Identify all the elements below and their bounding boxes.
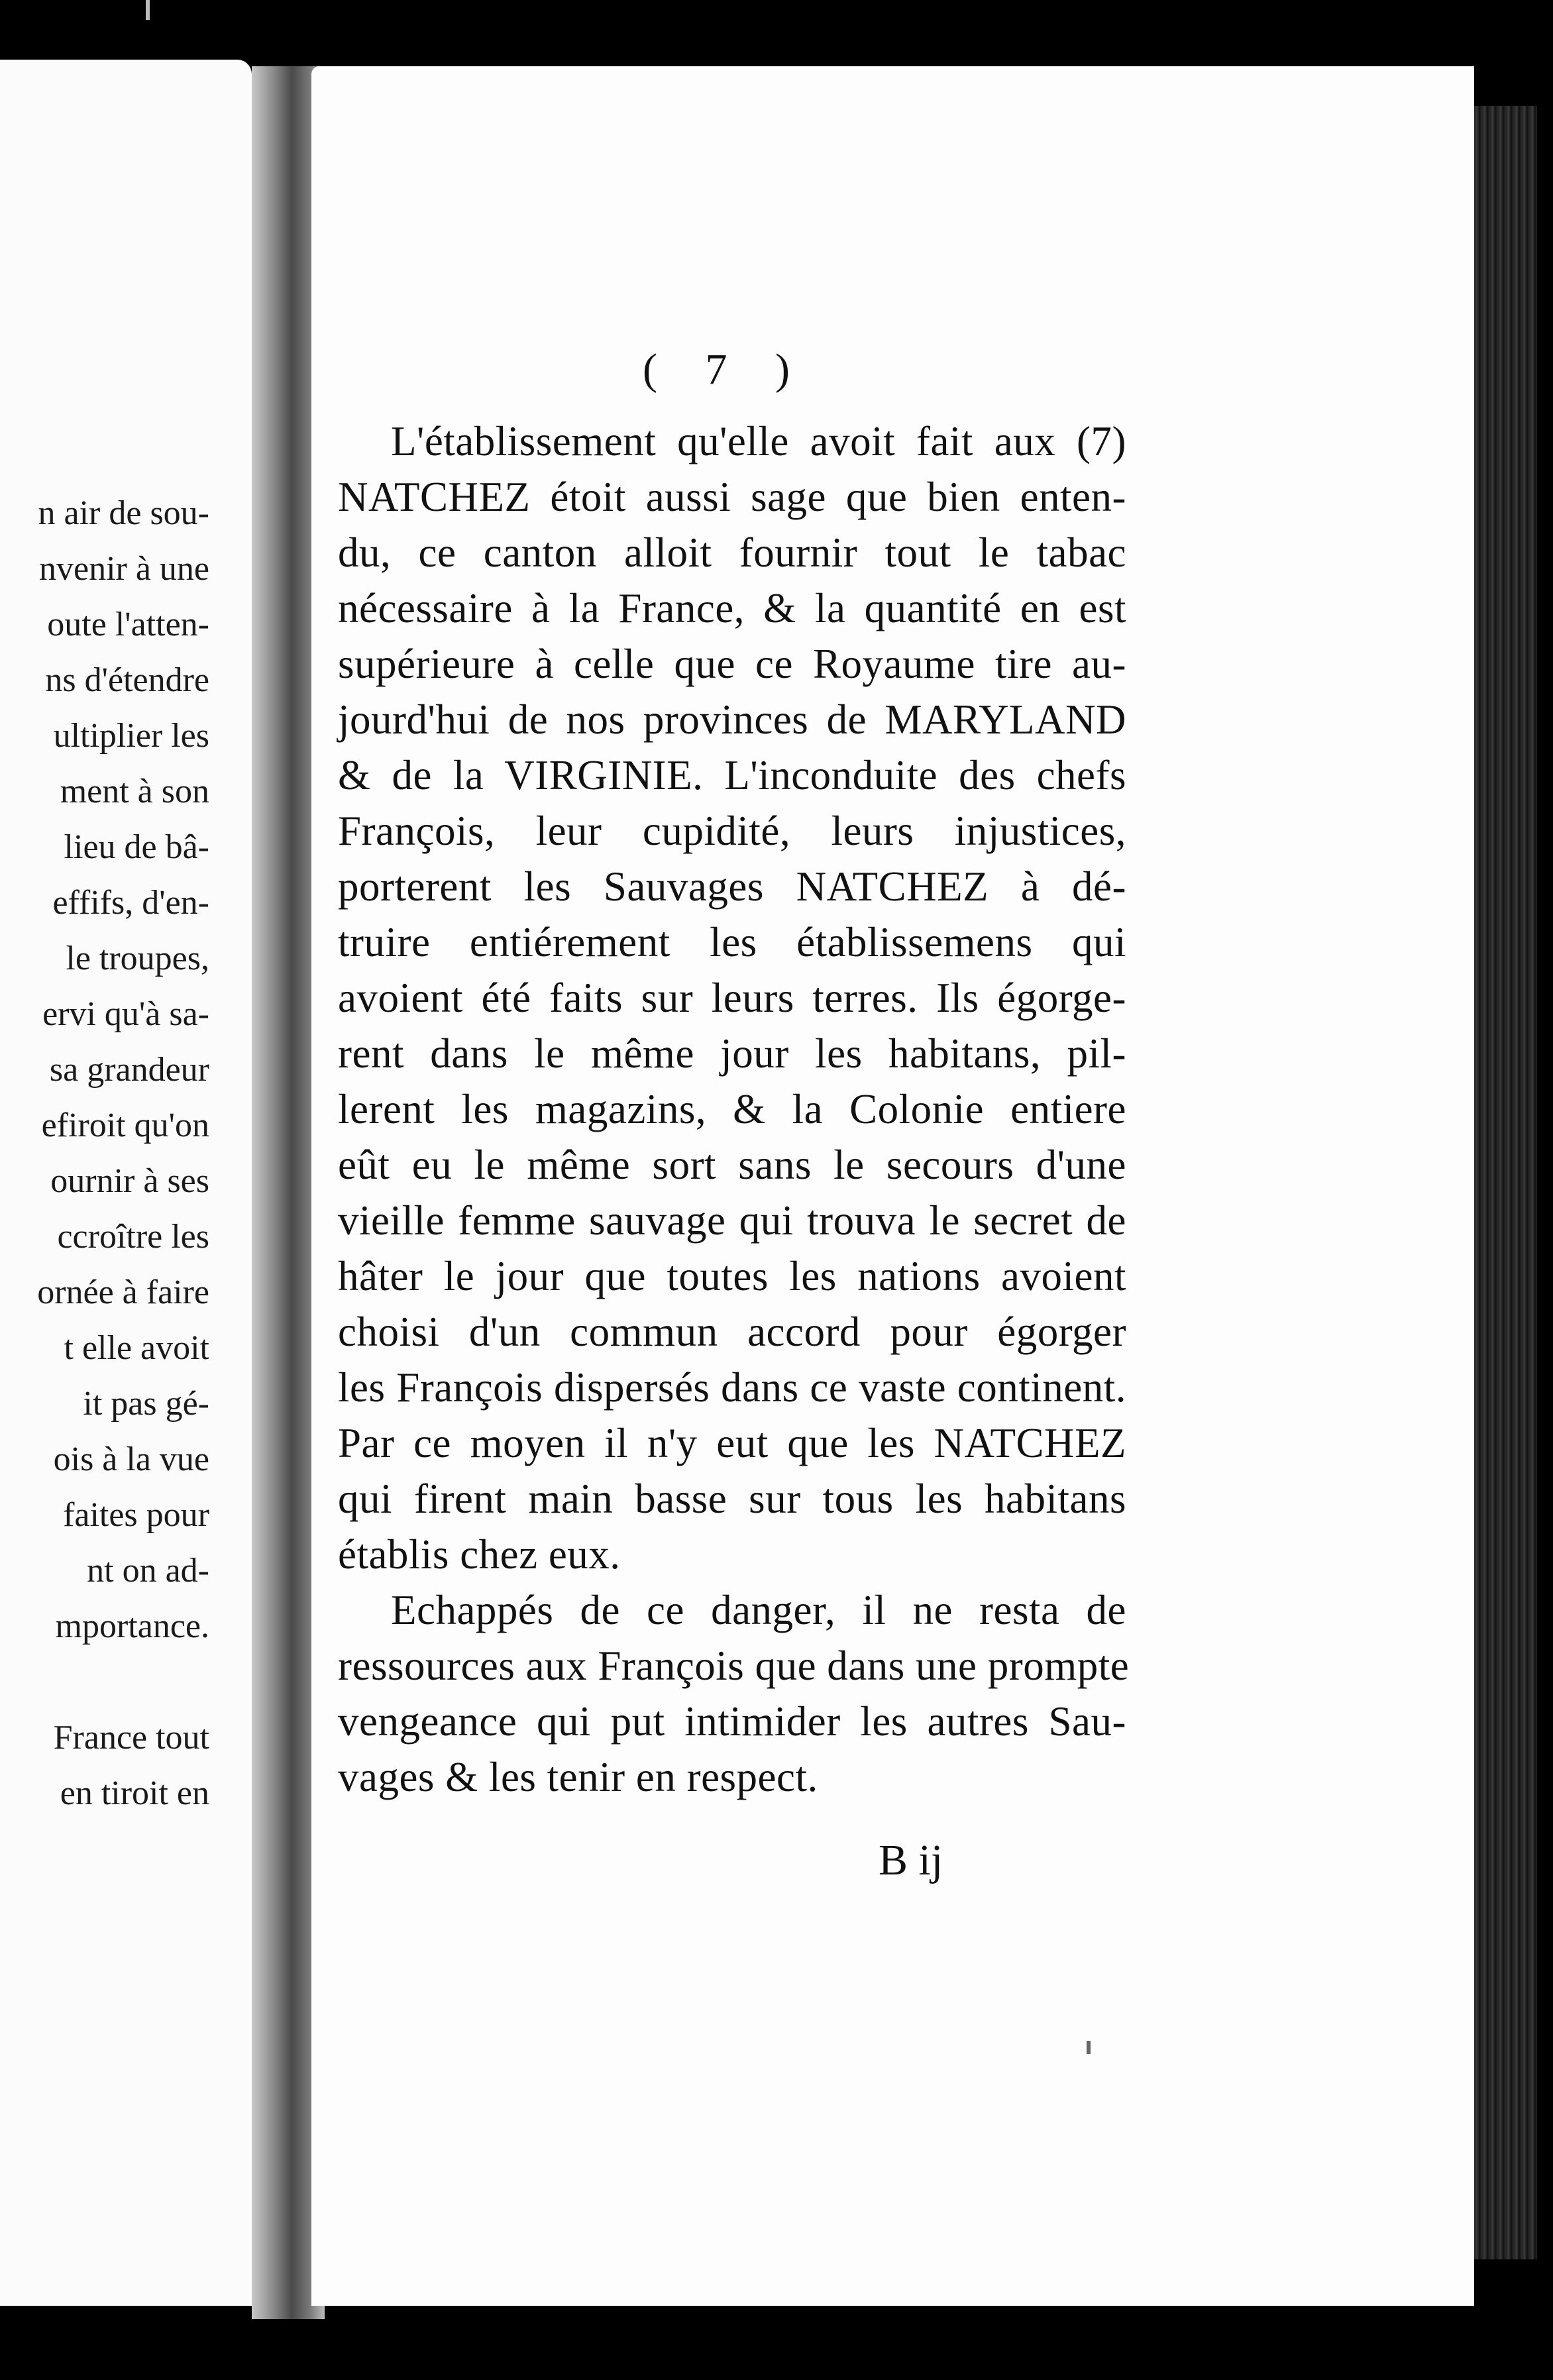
text-line: qui firent main basse sur tous les habitans <box>338 1476 1126 1522</box>
left-line: faites pour <box>63 1496 209 1534</box>
left-line: it pas gé- <box>83 1385 209 1423</box>
left-line: t elle avoit <box>64 1329 209 1367</box>
text-line: jourd'hui de nos provinces de MARYLAND <box>338 696 1126 743</box>
left-line: nvenir à une <box>38 550 209 588</box>
text-line: vengeance qui put intimider les autres Sau- <box>338 1698 1126 1745</box>
ink-speck <box>1087 2041 1091 2054</box>
left-page <box>0 60 252 2306</box>
text-line: Par ce moyen il n'y eut que les NATCHEZ <box>338 1420 1126 1466</box>
left-line: ois à la vue <box>53 1440 209 1478</box>
left-line: ccroître les <box>57 1218 209 1256</box>
left-line: ultiplier les <box>53 717 209 755</box>
text-line: hâter le jour que toutes les nations avoient <box>338 1253 1126 1299</box>
left-line: sa grandeur <box>49 1051 209 1089</box>
text-line: lerent les magazins, & la Colonie entiere <box>338 1086 1126 1132</box>
text-line: porterent les Sauvages NATCHEZ à dé- <box>338 863 1126 910</box>
text-line: truire entiérement les établissemens qui <box>338 919 1126 965</box>
text-line: rent dans le même jour les habitans, pil- <box>338 1030 1126 1077</box>
text-line: supérieure à celle que ce Royaume tire au- <box>338 641 1126 687</box>
left-line: France tout <box>53 1719 209 1757</box>
left-line: oute l'atten- <box>47 606 209 643</box>
text-line: L'établissement qu'elle avoit fait aux (7) <box>391 418 1126 464</box>
ink-speck <box>146 0 150 20</box>
left-line: nt on ad- <box>87 1552 209 1590</box>
text-line: vages & les tenir en respect. <box>338 1754 818 1800</box>
text-line: établis chez eux. <box>338 1531 621 1578</box>
left-line: ns d'étendre <box>45 661 209 699</box>
page-number: ( 7 ) <box>643 345 808 394</box>
left-line: effifs, d'en- <box>52 884 209 922</box>
text-line: nécessaire à la France, & la quantité en est <box>338 585 1126 631</box>
text-line: Echappés de ce danger, il ne resta de <box>391 1587 1126 1633</box>
text-line: vieille femme sauvage qui trouva le secret de <box>338 1197 1126 1244</box>
left-line: ournir à ses <box>50 1162 209 1200</box>
left-line: ment à son <box>60 773 209 810</box>
text-line: NATCHEZ étoit aussi sage que bien enten- <box>338 474 1126 520</box>
text-line: les François dispersés dans ce vaste continent. <box>338 1364 1126 1411</box>
left-line: n air de sou- <box>38 494 209 532</box>
left-line: ervi qu'à sa- <box>42 995 209 1033</box>
left-line: lieu de bâ- <box>64 828 209 866</box>
left-line: efiroit qu'on <box>41 1107 209 1144</box>
signature-mark: B ij <box>879 1836 943 1884</box>
text-line: avoient été faits sur leurs terres. Ils égorge- <box>338 975 1126 1021</box>
text-line: choisi d'un commun accord pour égorger <box>338 1309 1126 1355</box>
text-line: ressources aux François que dans une prompte <box>338 1643 1130 1689</box>
left-line: mportance. <box>55 1607 209 1645</box>
text-line: François, leur cupidité, leurs injustices, <box>338 808 1126 854</box>
text-line: & de la VIRGINIE. L'inconduite des chefs <box>338 752 1126 798</box>
left-line: le troupes, <box>66 940 209 977</box>
text-line: du, ce canton alloit fournir tout le tabac <box>338 529 1126 576</box>
left-line: ornée à faire <box>37 1273 209 1311</box>
left-line: en tiroit en <box>60 1774 209 1812</box>
page-edges <box>1474 106 1537 2259</box>
text-line: eût eu le même sort sans le secours d'une <box>338 1142 1126 1188</box>
